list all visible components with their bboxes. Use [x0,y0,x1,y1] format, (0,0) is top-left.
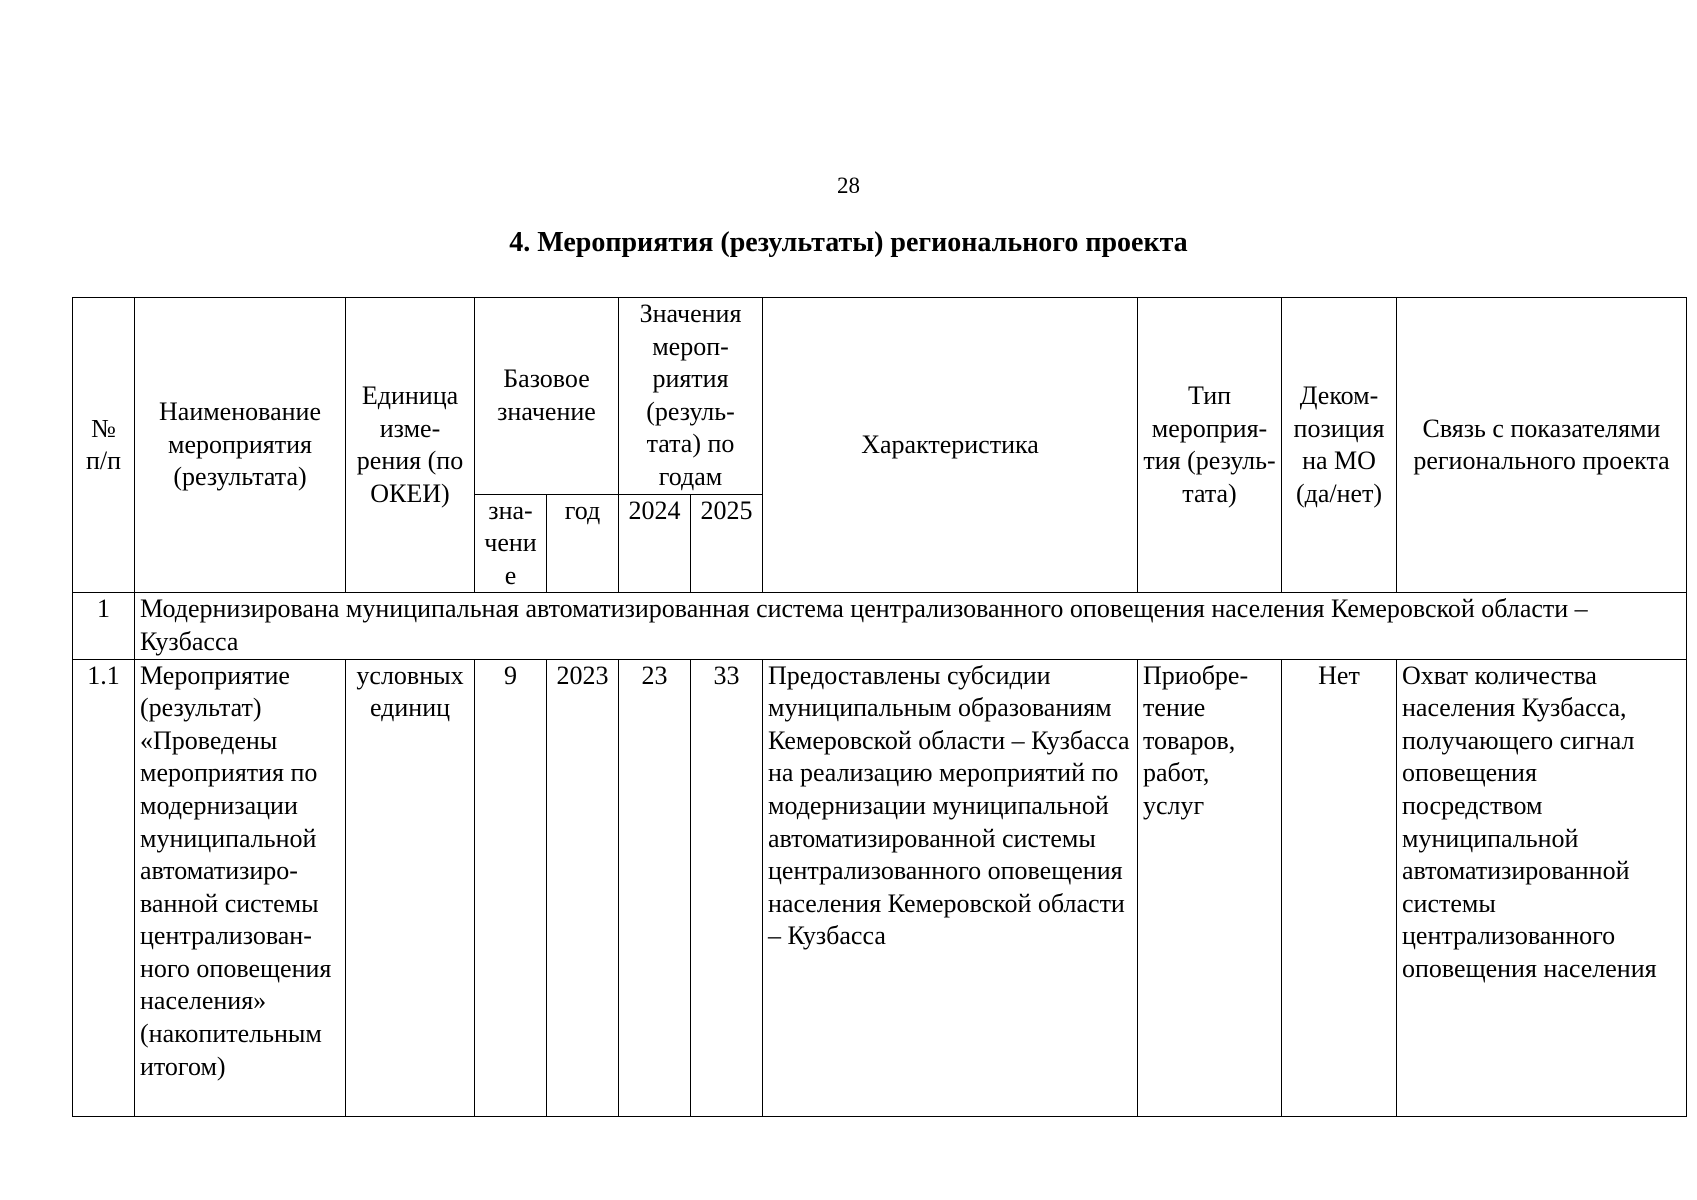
group-row [73,593,1687,659]
header-num: № п/п [73,298,135,593]
header-base-value: зна-чение [475,494,547,593]
page-number: 28 [837,173,860,198]
header-name: Наименование мероприятия (результата) [135,298,346,593]
row-unit: условных единиц [346,659,475,1116]
row-base-value: 9 [475,659,547,1116]
header-decomposition: Деком-позиция на МО (да/нет) [1282,298,1397,593]
measures-table [72,297,1687,1117]
row-num: 1.1 [73,659,135,1116]
row-decomposition: Нет [1282,659,1397,1116]
section-title: 4. Мероприятия (результаты) регионального проекта [509,227,1188,258]
header-base: Базовое значение [475,298,619,495]
row-characteristic: Предоставлены субсидии муниципальным образованиям Кемеровской области – Кузбасса на реализацию мероприятий по модернизации муниципальной автоматизированной системы централизованного оповещения населения Кемеровской области – Кузбасса [763,659,1138,1116]
header-characteristic: Характеристика [763,298,1138,593]
row-name: Мероприятие (результат) «Проведены мероприятия по модернизации муниципальной автоматизиро-ванной системы централизован-ного оповещения населения» (накопительным итогом) [135,659,346,1116]
header-unit: Единица изме-рения (по ОКЕИ) [346,298,475,593]
row-link: Охват количества населения Кузбасса, получающего сигнал оповещения посредством муниципальной автоматизированной системы централизованного оповещения населения [1397,659,1687,1116]
header-type: Тип мероприя-тия (резуль-тата) [1138,298,1282,593]
group-num: 1 [73,593,135,659]
row-value-2024: 23 [619,659,691,1116]
header-year-2024: 2024 [619,494,691,593]
row-type: Приобре-тение товаров, работ, услуг [1138,659,1282,1116]
header-link: Связь с показателями регионального проекта [1397,298,1687,593]
row-base-year: 2023 [547,659,619,1116]
header-year-2025: 2025 [691,494,763,593]
header-values-by-year: Значения мероп-риятия (резуль-тата) по годам [619,298,763,495]
header-row [73,298,1687,495]
header-base-year: год [547,494,619,593]
table-row [73,659,1687,1116]
row-value-2025: 33 [691,659,763,1116]
group-title: Модернизирована муниципальная автоматизированная система централизованного оповещения населения Кемеровской области – Кузбасса [135,593,1687,659]
